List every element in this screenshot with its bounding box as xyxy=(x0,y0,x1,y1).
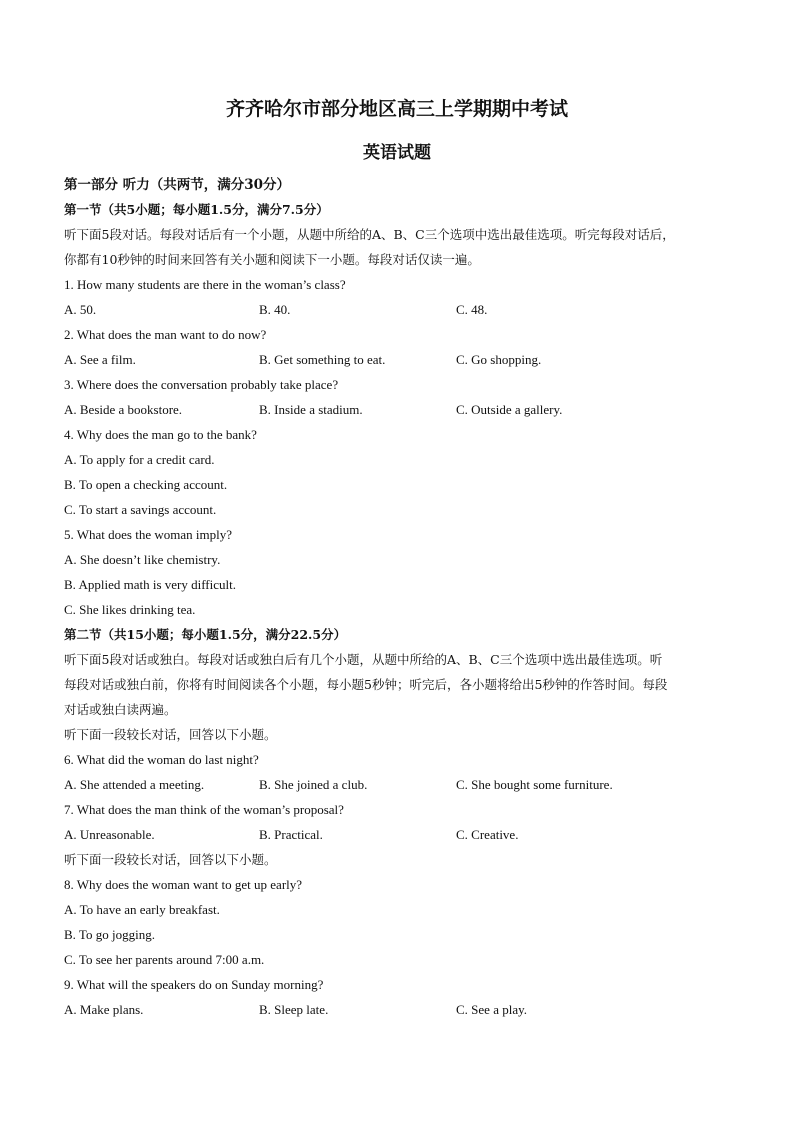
question-stem: 8. Why does the woman want to get up early? xyxy=(64,877,303,892)
part1-heading: 第一部分 听力（共两节，满分30分） xyxy=(64,177,290,193)
option-b: B. She joined a club. xyxy=(259,777,368,792)
option-b: B. 40. xyxy=(259,302,291,317)
section2-instructions-line3: 对话或独白读两遍。 xyxy=(64,702,177,717)
question-stem: 4. Why does the man go to the bank? xyxy=(64,427,257,442)
question-stem: 7. What does the man think of the woman’s proposal? xyxy=(64,802,344,817)
option-b: B. To open a checking account. xyxy=(64,477,228,492)
question-stem: 1. How many students are there in the woman’s class? xyxy=(64,277,346,292)
question-stem: 2. What does the man want to do now? xyxy=(64,327,267,342)
option-b: B. Sleep late. xyxy=(259,1002,329,1017)
question-stem: 6. What did the woman do last night? xyxy=(64,752,259,767)
option-a: A. To have an early breakfast. xyxy=(64,902,220,917)
option-b: B. Get something to eat. xyxy=(259,352,386,367)
option-c: C. She likes drinking tea. xyxy=(64,602,196,617)
section1-instructions-line1: 听下面5段对话。每段对话后有一个小题，从题中所给的A、B、C三个选项中选出最佳选项。听完每段对话后， xyxy=(64,227,675,242)
section2-instructions-line1: 听下面5段对话或独白。每段对话或独白后有几个小题，从题中所给的A、B、C三个选项中选出最佳选项。听 xyxy=(64,652,663,667)
section1-heading: 第一节（共5小题；每小题1.5分，满分7.5分） xyxy=(64,202,329,217)
option-a: A. Beside a bookstore. xyxy=(64,402,183,417)
option-b: B. Applied math is very difficult. xyxy=(64,577,236,592)
option-c: C. To see her parents around 7:00 a.m. xyxy=(64,952,265,967)
option-a: A. Unreasonable. xyxy=(64,827,155,842)
option-row xyxy=(64,347,730,372)
exam-title: 齐齐哈尔市部分地区高三上学期期中考试 xyxy=(225,98,568,120)
option-row xyxy=(64,397,730,422)
option-c: C. Creative. xyxy=(456,827,519,842)
option-c: C. Outside a gallery. xyxy=(456,402,563,417)
option-a: A. She attended a meeting. xyxy=(64,777,205,792)
question-stem: 5. What does the woman imply? xyxy=(64,527,233,542)
section2-instructions-line2: 每段对话或独白前，你将有时间阅读各个小题，每小题5秒钟；听完后，各小题将给出5秒钟的作答时间。每段 xyxy=(64,677,668,692)
option-b: B. Practical. xyxy=(259,827,323,842)
option-row xyxy=(64,772,730,797)
question-stem: 3. Where does the conversation probably take place? xyxy=(64,377,339,392)
option-a: A. See a film. xyxy=(64,352,136,367)
option-c: C. She bought some furniture. xyxy=(456,777,613,792)
option-row xyxy=(64,297,730,322)
option-c: C. See a play. xyxy=(456,1002,527,1017)
option-a: A. 50. xyxy=(64,302,97,317)
option-a: A. She doesn’t like chemistry. xyxy=(64,552,221,567)
option-row xyxy=(64,997,730,1022)
exam-body xyxy=(64,197,730,1022)
question-stem: 9. What will the speakers do on Sunday morning? xyxy=(64,977,324,992)
dialogue-prompt: 听下面一段较长对话，回答以下小题。 xyxy=(64,852,277,867)
option-row xyxy=(64,822,730,847)
dialogue-prompt: 听下面一段较长对话，回答以下小题。 xyxy=(64,727,277,742)
section1-instructions-line2: 你都有10秒钟的时间来回答有关小题和阅读下一小题。每段对话仅读一遍。 xyxy=(64,252,480,267)
section2-heading: 第二节（共15小题；每小题1.5分，满分22.5分） xyxy=(64,627,347,642)
option-a: A. To apply for a credit card. xyxy=(64,452,215,467)
option-c: C. Go shopping. xyxy=(456,352,542,367)
option-c: C. To start a savings account. xyxy=(64,502,217,517)
option-c: C. 48. xyxy=(456,302,488,317)
option-a: A. Make plans. xyxy=(64,1002,144,1017)
option-b: B. To go jogging. xyxy=(64,927,155,942)
exam-subtitle: 英语试题 xyxy=(363,143,431,163)
option-b: B. Inside a stadium. xyxy=(259,402,363,417)
